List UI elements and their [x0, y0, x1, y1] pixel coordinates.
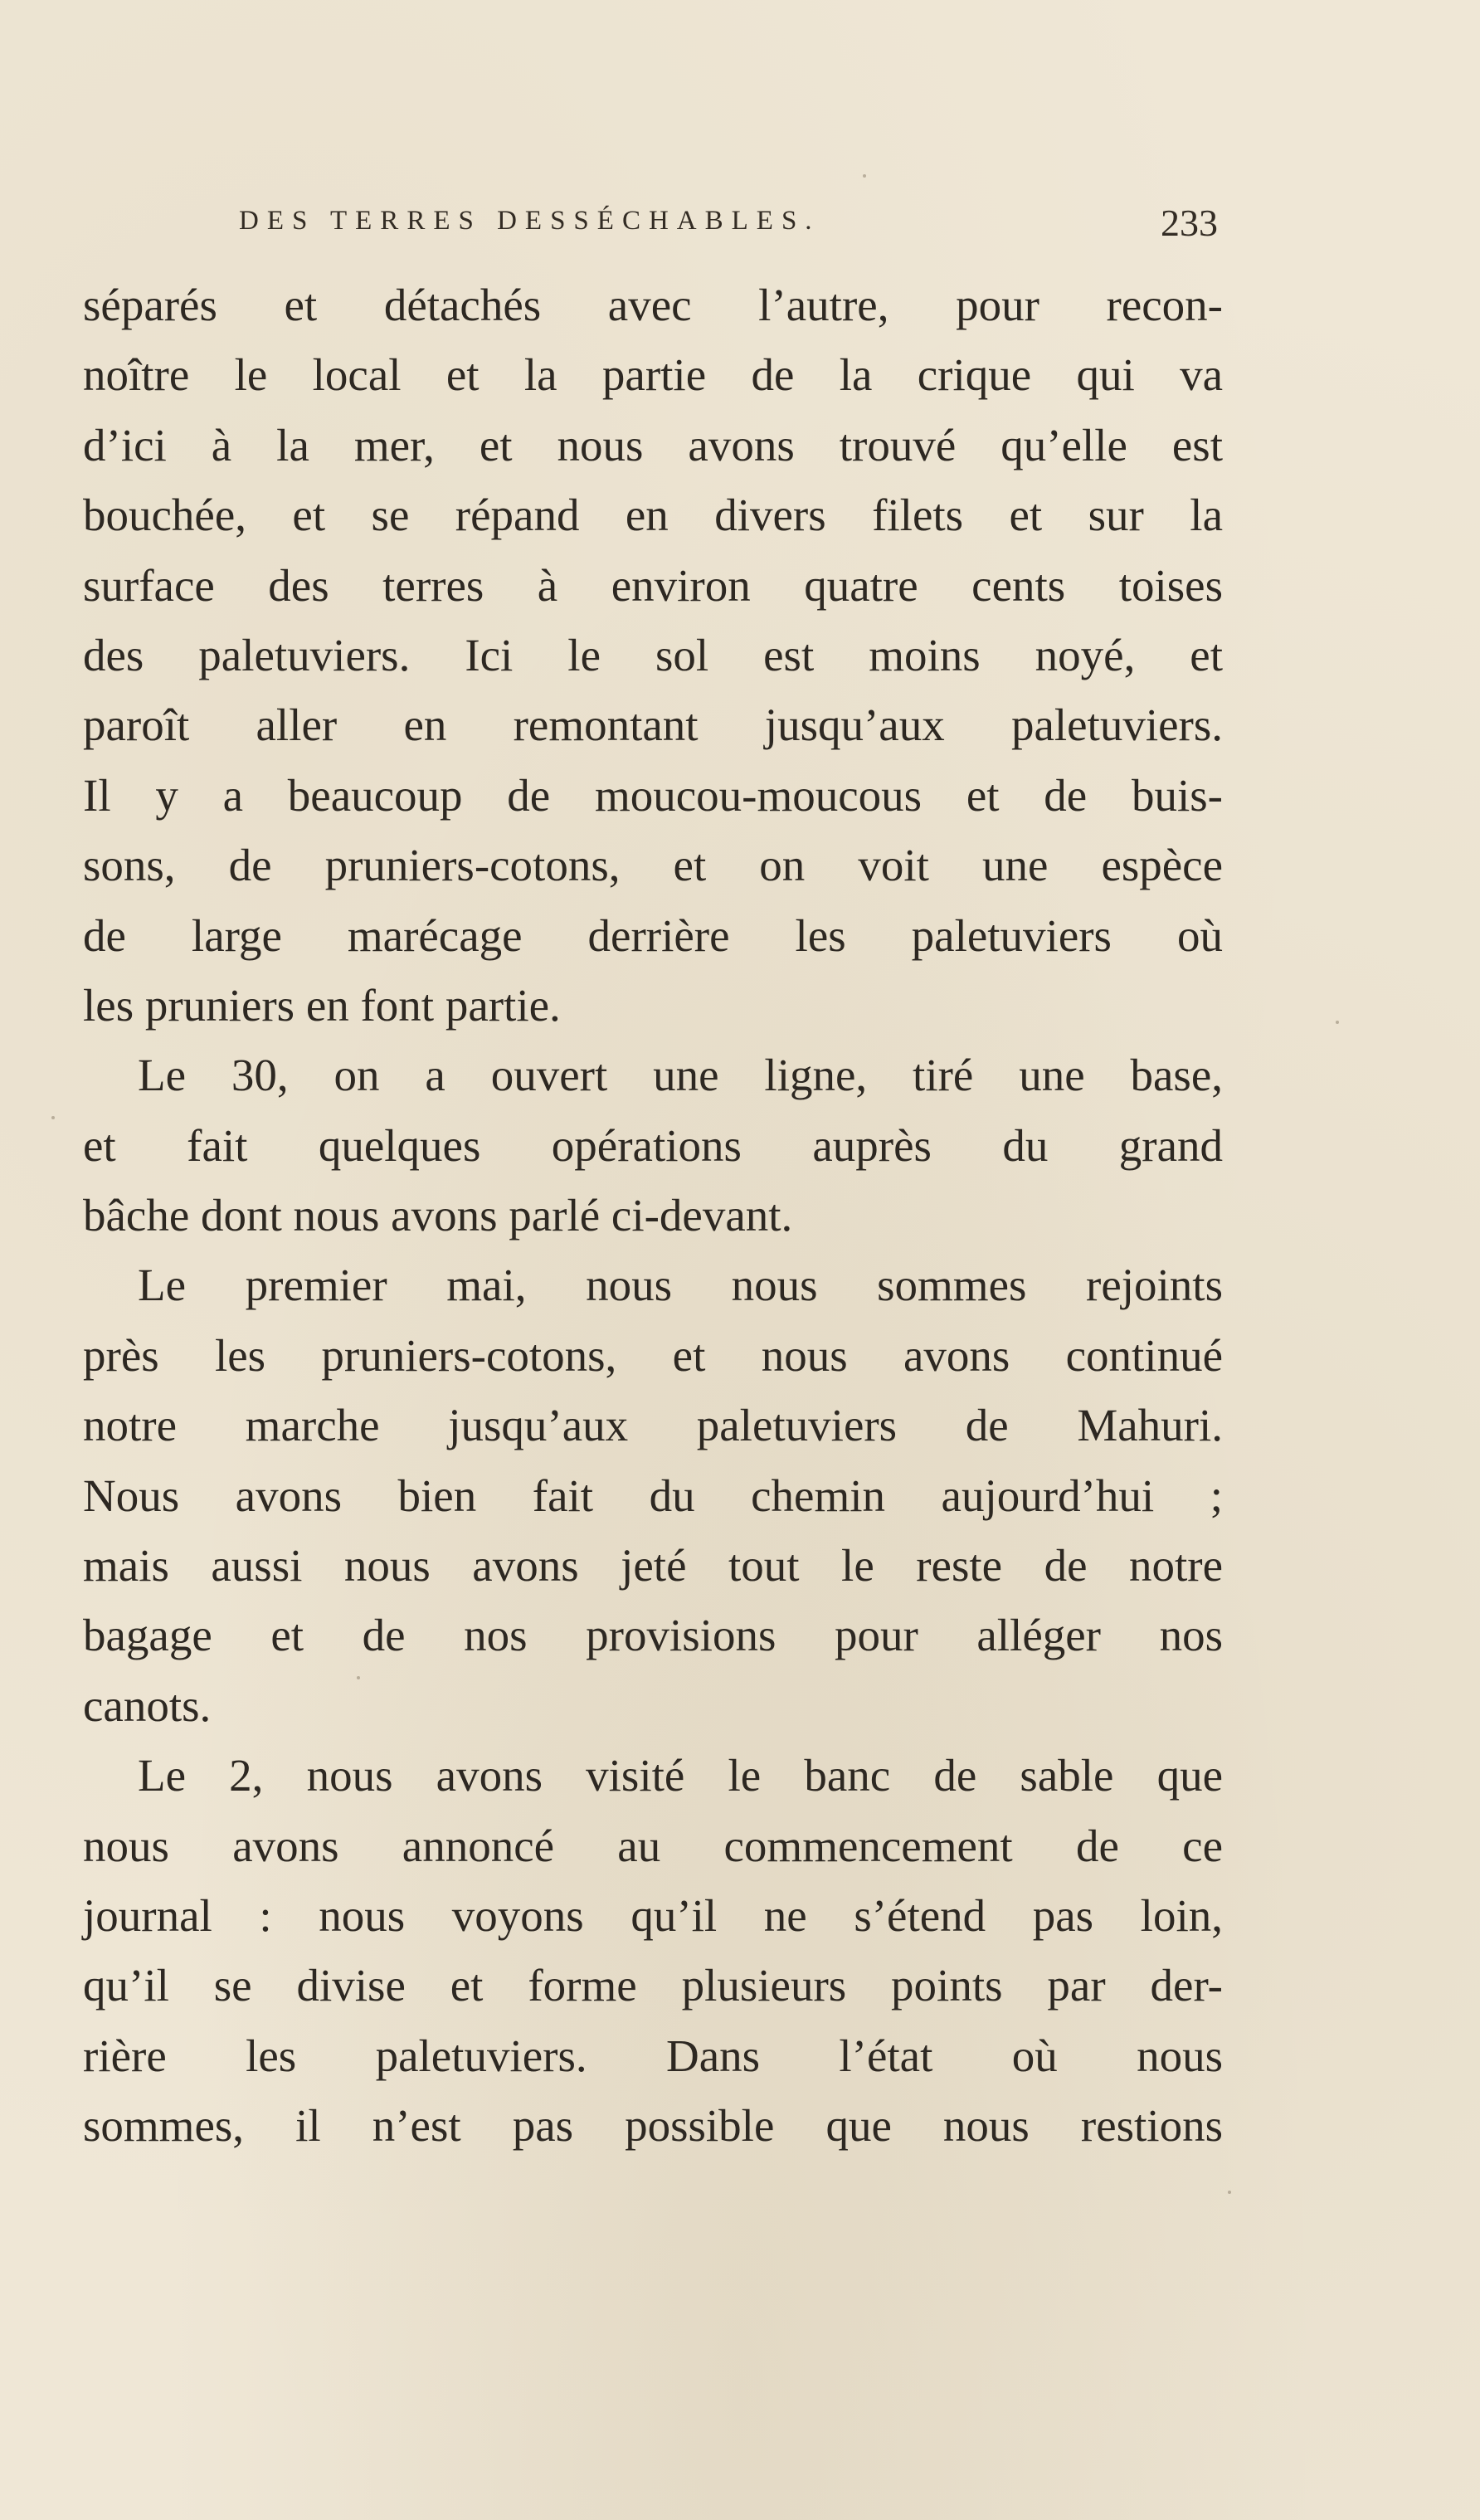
text-line: paroît aller en remontant jusqu’aux paletuviers.: [83, 699, 1223, 751]
text-line: bouchée, et se répand en divers filets et sur la: [83, 490, 1223, 541]
text-line: surface des terres à environ quatre cents toises: [83, 559, 1223, 611]
text-line: sommes, il n’est pas possible que nous restions: [83, 2100, 1223, 2152]
text-line: Nous avons bien fait du chemin aujourd’hui ;: [83, 1470, 1223, 1521]
text-line: bagage et de nos provisions pour alléger nos: [83, 1610, 1223, 1661]
text-line: de large marécage derrière les paletuviers où: [83, 909, 1223, 961]
text-line: d’ici à la mer, et nous avons trouvé qu’elle est: [83, 419, 1223, 470]
text-line: sons, de pruniers-cotons, et on voit une espèce: [83, 840, 1223, 891]
paper-speck: [1336, 1021, 1339, 1024]
text-line: notre marche jusqu’aux paletuviers de Mahuri.: [83, 1400, 1223, 1451]
text-line: Le 30, on a ouvert une ligne, tiré une base,: [138, 1050, 1223, 1101]
text-line: mais aussi nous avons jeté tout le reste de notre: [83, 1540, 1223, 1591]
paper-speck: [51, 1116, 55, 1119]
text-line: canots.: [83, 1679, 212, 1731]
text-line: Il y a beaucoup de moucou-moucous et de buis-: [83, 769, 1223, 821]
text-line: Le premier mai, nous nous sommes rejoints: [138, 1260, 1223, 1311]
running-title: DES TERRES DESSÉCHABLES.: [239, 206, 820, 236]
page-number: 233: [1161, 202, 1218, 244]
text-line: bâche dont nous avons parlé ci-devant.: [83, 1190, 793, 1241]
text-line: et fait quelques opérations auprès du grand: [83, 1119, 1223, 1171]
text-line: qu’il se divise et forme plusieurs points par der-: [83, 1960, 1223, 2011]
running-header: [239, 202, 1218, 256]
body-text: [83, 271, 1223, 2162]
text-line: près les pruniers-cotons, et nous avons continué: [83, 1329, 1223, 1381]
paper-speck: [863, 174, 866, 178]
text-line: nous avons annoncé au commencement de ce: [83, 1820, 1223, 1871]
text-line: séparés et détachés avec l’autre, pour recon-: [83, 280, 1223, 330]
text-line: des paletuviers. Ici le sol est moins noyé, et: [83, 629, 1223, 680]
text-line: les pruniers en font partie.: [83, 979, 561, 1031]
text-line: noître le local et la partie de la crique qui va: [83, 349, 1223, 401]
text-line: journal : nous voyons qu’il ne s’étend pas loin,: [83, 1889, 1223, 1941]
paper-speck: [1228, 2191, 1231, 2194]
paper-speck: [357, 1676, 360, 1679]
text-line: rière les paletuviers. Dans l’état où nous: [83, 2030, 1223, 2081]
text-line: Le 2, nous avons visité le banc de sable que: [138, 1750, 1223, 1801]
